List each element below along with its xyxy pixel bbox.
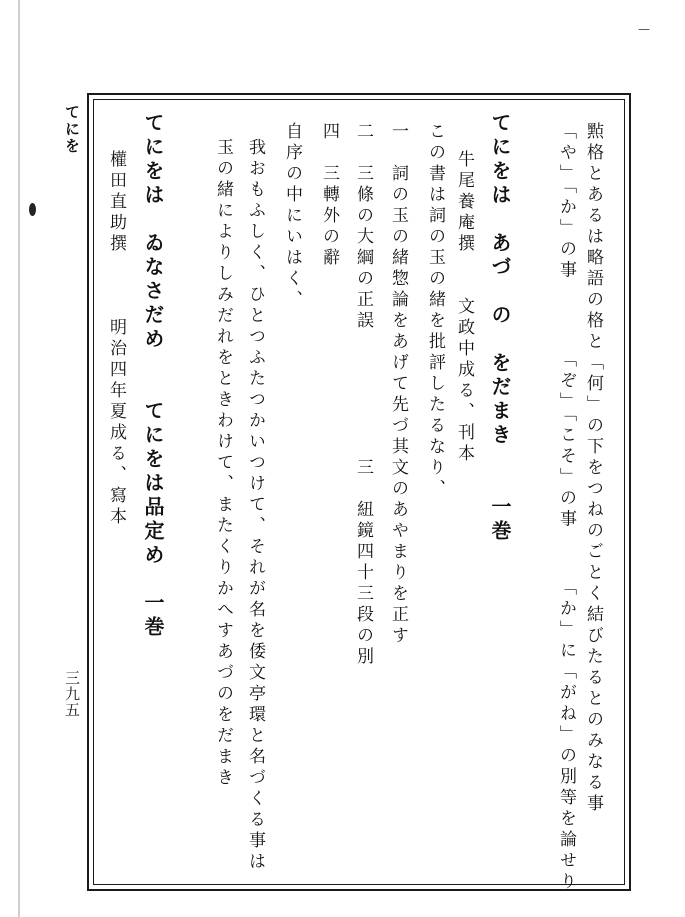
book-title-2: てにをは ゐなさだめ てにをは品定め 一巻 — [141, 112, 165, 640]
ink-blot — [29, 203, 36, 216]
book-title-1: てにをは あづ の をだまき 一巻 — [488, 112, 512, 544]
page-number: 三九五 — [63, 670, 81, 718]
text-column-13: 玉の緒によりしみだれをときわけて、またくりかへすあづのをだまき — [213, 138, 233, 789]
text-column-3: 「ぞ」「こそ」の事 — [556, 350, 576, 531]
text-column-4: 「や」「か」の事 — [556, 122, 576, 282]
text-column-8: 一 詞の玉の緒惣論をあげて先づ其文のあやまりを正す — [388, 122, 408, 647]
page-edge-shadow — [18, 0, 20, 917]
running-head: てにを — [63, 104, 81, 155]
text-column-9: 二 三條の大綱の正誤 三 紐鏡四十三段の別 — [353, 122, 373, 668]
text-column-11: 自序の中にいはく、 — [282, 122, 302, 311]
text-column-12: 我おもふしく、ひとつふたつかいつけて、それが名を倭文亭環と名づくる事は — [245, 138, 265, 873]
corner-mark: — — [638, 22, 650, 36]
text-column-10: 四 三轉外の辭 — [319, 122, 339, 269]
text-column-2: 「か」に「がね」の別等を論せり — [556, 578, 576, 893]
text-column-1: 㸃格とあるは略語の格と「何」の下をつねのごとく結びたるとのみなる事 — [583, 122, 603, 815]
author-line-1: 牛尾養庵撰 文政中成る、刊本 — [454, 150, 474, 465]
text-column-7: この書は詞の玉の緒を批評したるなり、 — [425, 122, 445, 500]
author-line-2: 權田直助撰 明治四年夏成る、寫本 — [106, 150, 126, 528]
